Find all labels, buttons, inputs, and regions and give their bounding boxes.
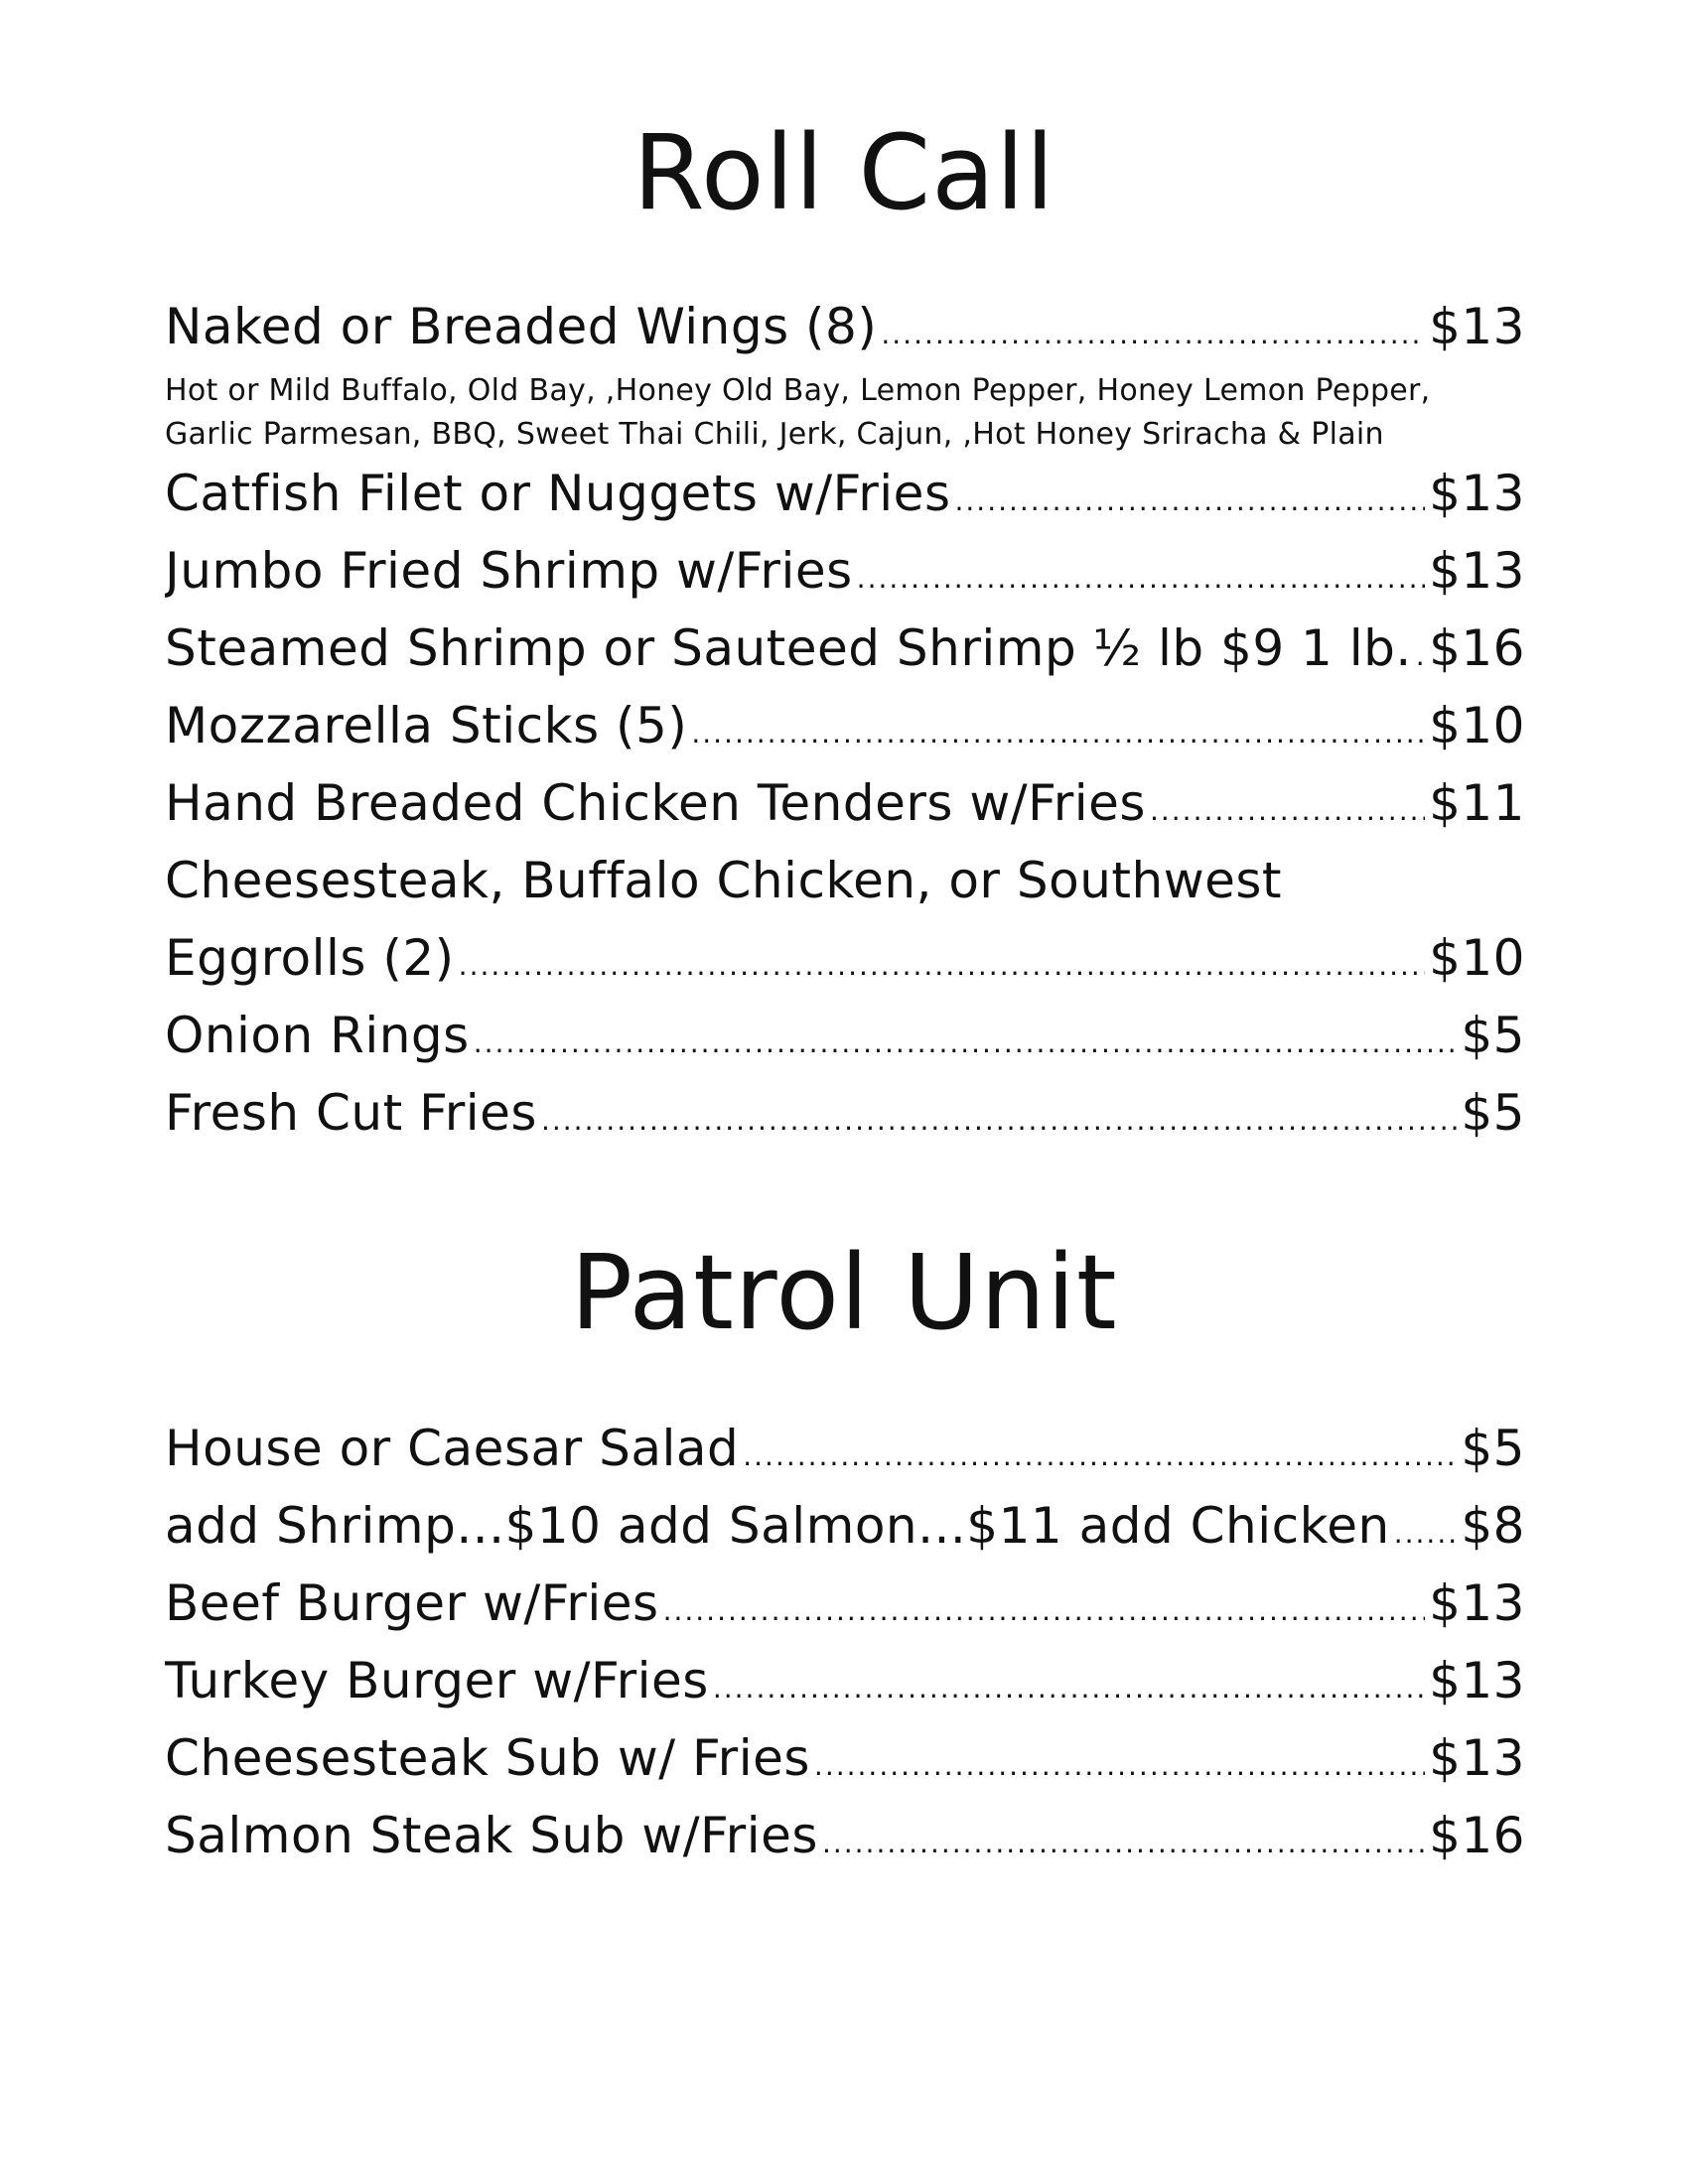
menu-item-price: $13 (1429, 542, 1525, 600)
menu-item-price: $11 (1429, 774, 1525, 832)
menu-item-price: $13 (1429, 1729, 1525, 1787)
menu-item-price: $8 (1461, 1497, 1525, 1555)
menu-item-price: $13 (1429, 1574, 1525, 1632)
menu-item-price: $5 (1461, 1084, 1525, 1142)
patrol-unit-menu-list (165, 1420, 1525, 1884)
menu-item-eggroll-description (165, 852, 1525, 929)
menu-item (165, 1084, 1525, 1161)
leader-dots (822, 1827, 1425, 1859)
leader-dots (857, 562, 1425, 595)
menu-item-name: Cheesesteak Sub w/ Fries (165, 1729, 810, 1787)
leader-dots (814, 1749, 1425, 1782)
section-title-roll-call: Roll Call (633, 112, 1055, 233)
menu-item-price: $5 (1461, 1420, 1525, 1477)
menu-item (165, 1497, 1525, 1574)
menu-item (165, 1807, 1525, 1884)
menu-item-price: $16 (1429, 619, 1525, 677)
menu-item (165, 1652, 1525, 1729)
leader-dots (743, 1439, 1457, 1472)
menu-item (165, 1729, 1525, 1807)
menu-item (165, 697, 1525, 774)
leader-dots (1416, 639, 1425, 672)
section-title-patrol-unit: Patrol Unit (570, 1232, 1118, 1353)
menu-item-name: House or Caesar Salad (165, 1420, 740, 1477)
roll-call-menu-list (165, 298, 1525, 1161)
wing-flavors-line: Hot or Mild Buffalo, Old Bay, ,Honey Old Bay, Lemon Pepper, Honey Lemon Pepper, (165, 373, 1431, 408)
menu-item-name: Cheesesteak, Buffalo Chicken, or Southwest (165, 852, 1283, 909)
menu-item-name: Onion Rings (165, 1007, 470, 1064)
menu-item-price: $13 (1429, 1652, 1525, 1709)
leader-dots (881, 318, 1425, 350)
leader-dots (713, 1672, 1425, 1705)
menu-item-name: Fresh Cut Fries (165, 1084, 537, 1142)
menu-item-name: Hand Breaded Chicken Tenders w/Fries (165, 774, 1146, 832)
leader-dots (1394, 1517, 1458, 1550)
leader-dots (663, 1594, 1426, 1627)
menu-item-price: $10 (1429, 697, 1525, 754)
menu-item-price: $16 (1429, 1807, 1525, 1864)
leader-dots (955, 484, 1426, 517)
menu-item (165, 929, 1525, 1007)
menu-item-price: $10 (1429, 929, 1525, 987)
leader-dots (541, 1104, 1457, 1137)
menu-item-price: $13 (1429, 298, 1525, 355)
menu-item (165, 774, 1525, 852)
leader-dots (474, 1026, 1458, 1059)
menu-item (165, 1574, 1525, 1652)
leader-dots (1150, 794, 1425, 827)
menu-item-name: Naked or Breaded Wings (8) (165, 298, 878, 355)
menu-item-name: Salmon Steak Sub w/Fries (165, 1807, 818, 1864)
menu-item (165, 542, 1525, 619)
menu-item-name: Jumbo Fried Shrimp w/Fries (165, 542, 853, 600)
wing-flavors-line: Garlic Parmesan, BBQ, Sweet Thai Chili, Jerk, Cajun, ,Hot Honey Sriracha & Plain (165, 417, 1384, 452)
menu-item (165, 1007, 1525, 1084)
menu-item-price: $13 (1429, 465, 1525, 522)
menu-item (165, 1420, 1525, 1497)
menu-item-name: Steamed Shrimp or Sauteed Shrimp ½ lb $9 1 lb. (165, 619, 1412, 677)
leader-dots (691, 717, 1425, 750)
menu-item-name: Eggrolls (2) (165, 929, 455, 987)
menu-item-name: add Shrimp...$10 add Salmon...$11 add Chicken (165, 1497, 1390, 1555)
menu-item (165, 465, 1525, 542)
leader-dots (459, 949, 1425, 982)
wing-flavors (165, 369, 1525, 457)
menu-item-name: Catfish Filet or Nuggets w/Fries (165, 465, 951, 522)
menu-item-price: $5 (1461, 1007, 1525, 1064)
menu-item-name: Turkey Burger w/Fries (165, 1652, 709, 1709)
menu-item-name: Mozzarella Sticks (5) (165, 697, 688, 754)
menu-item-wings (165, 298, 1525, 375)
menu-item (165, 619, 1525, 697)
menu-item-name: Beef Burger w/Fries (165, 1574, 659, 1632)
